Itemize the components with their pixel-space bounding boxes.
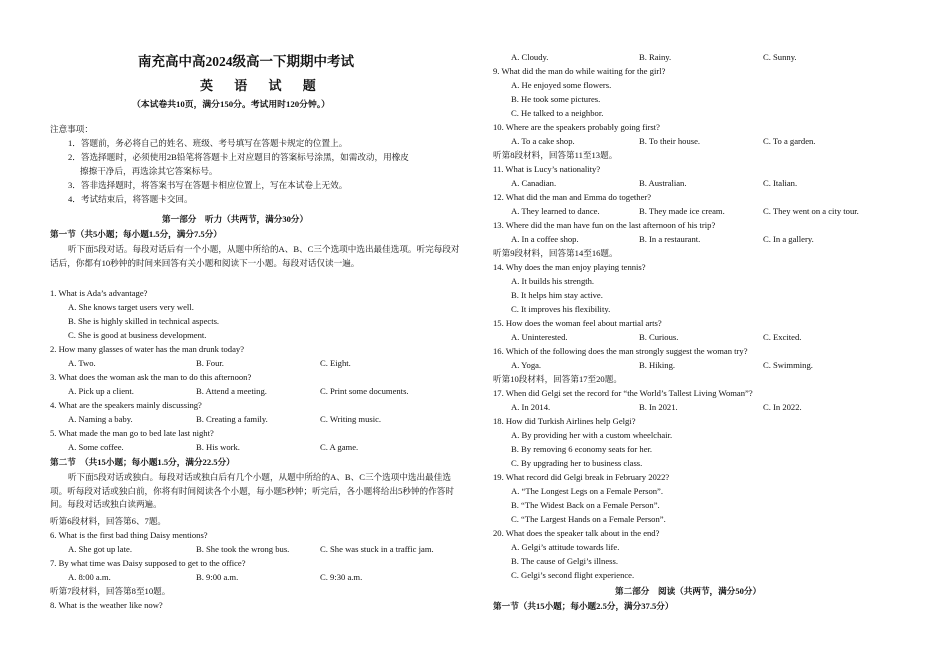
q6-stem: 6. What is the first bad thing Daisy mentions? [50,530,208,540]
exam-subject: 英 语 试 题 [200,78,325,93]
q4-option-a: A. Naming a baby. [68,414,133,424]
q8-option-b: B. Rainy. [639,52,672,62]
q16-stem: 16. Which of the following does the man strongly suggest the woman try? [493,346,748,356]
q18-option-c: C. By upgrading her to business class. [511,458,643,468]
q7-option-b: B. 9:00 a.m. [196,572,239,582]
q6-option-b: B. She took the wrong bus. [196,544,290,554]
q7-option-c: C. 9:30 a.m. [320,572,363,582]
q11-option-b: B. Australian. [639,178,687,188]
q15-option-b: B. Curious. [639,332,679,342]
notice-item-4: 4．考试结束后，将答题卡交回。 [68,194,193,204]
material-7: 听第7段材料，回答第8至10题。 [50,586,171,596]
q19-option-b: B. “The Widest Back on a Female Person”. [511,500,660,510]
q15-stem: 15. How does the woman feel about martial arts? [493,318,662,328]
exam-title: 南充高中高2024级高一下期期中考试 [138,54,354,69]
q3-option-c: C. Print some documents. [320,386,409,396]
q7-option-a: A. 8:00 a.m. [68,572,111,582]
exam-note: （本试卷共10页，满分150分。考试用时120分钟。） [132,99,330,109]
q19-option-c: C. “The Largest Hands on a Female Person”. [511,514,666,524]
q1-option-a: A. She knows target users very well. [68,302,194,312]
q12-option-a: A. They learned to dance. [511,206,600,216]
q10-stem: 10. Where are the speakers probably going first? [493,122,660,132]
section2-instruction: 听下面5段对话或独白。每段对话或独白后有几个小题，从题中所给的A、B、C三个选项中选出最佳选项。听每段对话或独白前，你将有时间阅读各个小题，每小题5秒钟；听完后，各小题将给出5秒钟的作答时间。每段对话或独白读两遍。 [50,472,454,509]
material-8: 听第8段材料，回答第11至13题。 [493,150,618,160]
q13-option-b: B. In a restaurant. [639,234,701,244]
q20-stem: 20. What does the speaker talk about in the end? [493,528,660,538]
q20-option-c: C. Gelgi’s second flight experience. [511,570,635,580]
notice-heading: 注意事项： [50,124,93,134]
q1-stem: 1. What is Ada’s advantage? [50,288,148,298]
q2-option-a: A. Two. [68,358,96,368]
q17-option-b: B. In 2021. [639,402,678,412]
section2-heading: 第二节 （共15小题；每小题1.5分，满分22.5分） [50,457,235,467]
material-6: 听第6段材料，回答第6、7题。 [50,516,167,526]
q19-stem: 19. What record did Gelgi break in February 2022? [493,472,670,482]
q12-stem: 12. What did the man and Emma do together? [493,192,652,202]
q9-option-a: A. He enjoyed some flowers. [511,80,612,90]
q16-option-b: B. Hiking. [639,360,676,370]
q2-stem: 2. How many glasses of water has the man drunk today? [50,344,245,354]
q6-option-c: C. She was stuck in a traffic jam. [320,544,434,554]
q16-option-c: C. Swimming. [763,360,813,370]
q11-stem: 11. What is Lucy’s nationality? [493,164,601,174]
q4-option-b: B. Creating a family. [196,414,268,424]
q2-option-c: C. Eight. [320,358,351,368]
q19-option-a: A. “The Longest Legs on a Female Person”. [511,486,664,496]
q8-option-c: C. Sunny. [763,52,797,62]
q14-stem: 14. Why does the man enjoy playing tennis? [493,262,646,272]
q17-option-c: C. In 2022. [763,402,802,412]
notice-item-2: 2．答选择题时，必须使用2B铅笔将答题卡上对应题目的答案标号涂黑，如需改动，用橡皮 [68,152,409,162]
q3-stem: 3. What does the woman ask the man to do this afternoon? [50,372,252,382]
q4-option-c: C. Writing music. [320,414,382,424]
q12-option-c: C. They went on a city tour. [763,206,859,216]
q2-option-b: B. Four. [196,358,224,368]
q17-option-a: A. In 2014. [511,402,551,412]
notice-item-3: 3．答非选择题时，将答案书写在答题卡相应位置上，写在本试卷上无效。 [68,180,348,190]
q13-option-c: C. In a gallery. [763,234,814,244]
q18-stem: 18. How did Turkish Airlines help Gelgi? [493,416,636,426]
q11-option-c: C. Italian. [763,178,798,188]
q8-option-a: A. Cloudy. [511,52,549,62]
q13-option-a: A. In a coffee shop. [511,234,579,244]
section1-heading: 第一节（共5小题；每小题1.5分，满分7.5分） [50,229,222,239]
q13-stem: 13. Where did the man have fun on the last afternoon of his trip? [493,220,716,230]
q14-option-b: B. It helps him stay active. [511,290,603,300]
q6-option-a: A. She got up late. [68,544,132,554]
q7-stem: 7. By what time was Daisy supposed to get to the office? [50,558,246,568]
q10-option-c: C. To a garden. [763,136,816,146]
q5-option-a: A. Some coffee. [68,442,124,452]
part1-heading: 第一部分 听力（共两节，满分30分） [162,214,309,224]
q4-stem: 4. What are the speakers mainly discussing? [50,400,202,410]
q9-option-b: B. He took some pictures. [511,94,601,104]
q9-stem: 9. What did the man do while waiting for the girl? [493,66,666,76]
q15-option-c: C. Excited. [763,332,802,342]
q20-option-b: B. The cause of Gelgi’s illness. [511,556,619,566]
q15-option-a: A. Uninterested. [511,332,568,342]
q1-option-c: C. She is good at business development. [68,330,207,340]
q9-option-c: C. He talked to a neighbor. [511,108,604,118]
q5-option-b: B. His work. [196,442,240,452]
q16-option-a: A. Yoga. [511,360,542,370]
q11-option-a: A. Canadian. [511,178,557,188]
q5-option-c: C. A game. [320,442,359,452]
notice-item-2-cont: 擦擦干净后，再选涂其它答案标号。 [80,166,218,176]
q3-option-a: A. Pick up a client. [68,386,134,396]
q10-option-a: A. To a cake shop. [511,136,575,146]
q14-option-c: C. It improves his flexibility. [511,304,611,314]
q5-stem: 5. What made the man go to bed late last night? [50,428,214,438]
q1-option-b: B. She is highly skilled in technical aspects. [68,316,220,326]
q17-stem: 17. When did Gelgi set the record for “the World’s Tallest Living Woman”? [493,388,753,398]
part2-section1-heading: 第一节（共15小题；每小题2.5分，满分37.5分） [493,601,674,611]
q18-option-a: A. By providing her with a custom wheelchair. [511,430,673,440]
q12-option-b: B. They made ice cream. [639,206,725,216]
q8-stem: 8. What is the weather like now? [50,600,163,610]
q20-option-a: A. Gelgi’s attitude towards life. [511,542,620,552]
q14-option-a: A. It builds his strength. [511,276,595,286]
material-10: 听第10段材料，回答第17至20题。 [493,374,622,384]
part2-heading: 第二部分 阅读（共两节，满分50分） [615,586,762,596]
q10-option-b: B. To their house. [639,136,701,146]
q18-option-b: B. By removing 6 economy seats for her. [511,444,653,454]
material-9: 听第9段材料，回答第14至16题。 [493,248,618,258]
notice-item-1: 1．答题前，务必将自己的姓名、班级、考号填写在答题卡规定的位置上。 [68,138,348,148]
q3-option-b: B. Attend a meeting. [196,386,267,396]
section1-instruction: 听下面5段对话。每段对话后有一个小题，从题中所给的A、B、C三个选项中选出最佳选项。听完每段对话后，你都有10秒钟的时间来回答有关小题和阅读下一小题。每段对话仅读一遍。 [50,244,460,268]
